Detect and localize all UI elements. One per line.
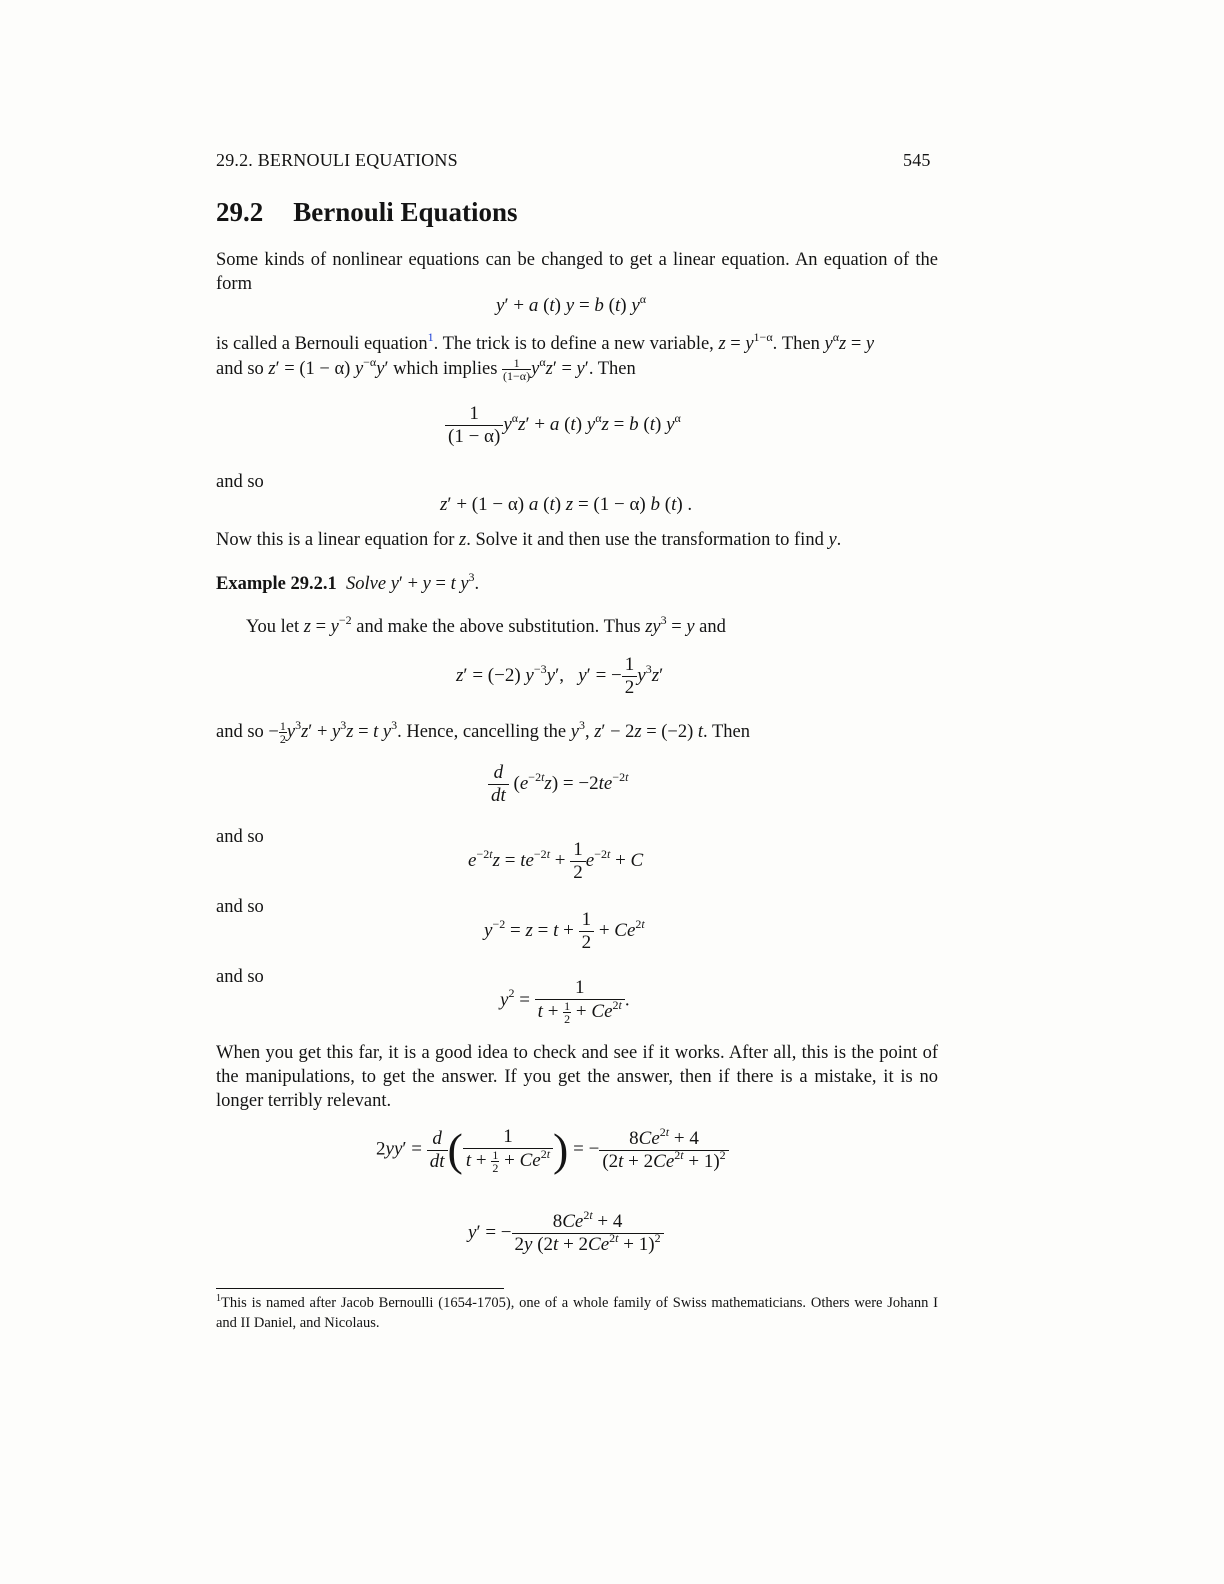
page-number: 545 — [903, 150, 931, 170]
equation-y-squared: $y^2$ = 1 t + $\frac{1}{2}$ + $Ce^{2t}$ . — [500, 977, 630, 1026]
linear-paragraph: Now this is a linear equation for z. Solve it and then use the transformation to find y. — [216, 530, 842, 550]
footnote-rule — [216, 1288, 504, 1289]
check-paragraph: When you get this far, it is a good idea to check and see if it works. After all, this is the point of the manipulations, to get the answer. If you get the answer, then if there is a mistake, it is no longer terribly relevant. — [216, 1043, 938, 1111]
equation-linear: z′ + (1 − α) a (t) z = (1 − α) b (t) . — [440, 494, 693, 515]
footnote-marker: 1 — [216, 1293, 221, 1304]
and-so-label-4: and so — [216, 967, 264, 987]
equation-integrated: $e^{-2t}z = te^{-2t}$ + $\frac{1}{2}$ $e^{-2t} + C$ — [468, 839, 644, 883]
section-number: 29.2 — [216, 197, 264, 227]
footnote-reference[interactable]: 1 — [427, 330, 434, 344]
and-so-label-1: and so — [216, 472, 264, 492]
bernoulli-line-2: and so z′ = (1 − α) $y^{-\alpha}y'$ which implies $\frac{1}{(1-\alpha)}$ $y^\alpha z' = y'$. Then — [216, 355, 636, 384]
equation-bernoulli: y′ + a (t) y = b (t) $y^\alpha$ — [496, 292, 647, 316]
example-heading: Example 29.2.1 Solve y′ + y = t $y^3$. — [216, 570, 480, 594]
footnote-text: This is named after Jacob Bernoulli (1654-1705), one of a whole family of Swiss mathematicians. Others were Johann I and II Daniel, and Nicolaus. — [216, 1295, 938, 1331]
equation-derivatives: z′ = (−2) $y^{-3}y'$, y′ = − $\frac{1}{2}$ $y^3z'$ — [456, 654, 664, 698]
footnote — [216, 1294, 938, 1333]
bernoulli-line-1: is called a Bernouli equation$^1$. The trick is to define a new variable, $z = y^{1-\alpha}$. Then $y^\alpha z = y$ — [216, 330, 875, 354]
and-so-label-2: and so — [216, 827, 264, 847]
section-title — [216, 197, 518, 228]
and-so-label-3: and so — [216, 897, 264, 917]
equation-check-derivative: 2yy′ = $\frac{d}{dt}$ ( 1 t + $\frac{1}{2}$ + $Ce^{2t}$ ) = − $\frac{8Ce^{2t} + 4}{(2t + 2Ce^{2t} + 1)^2}$ — [376, 1126, 729, 1174]
example-body: You let $z = y^{-2}$ and make the above substitution. Thus $zy^3 = y$ and — [246, 613, 726, 637]
equation-product-rule: $\frac{d}{dt}$ $(e^{-2t}z) = -2te^{-2t}$ — [488, 762, 628, 807]
example-label: Example 29.2.1 — [216, 574, 337, 594]
equation-substituted: $\frac{1}{(1 - \alpha)}$ $y^\alpha z' + a$ (t) $y^\alpha z = b$ (t) $y^\alpha$ — [445, 403, 681, 448]
equation-z-solution: $y^{-2} = z = t$ + $\frac{1}{2}$ + $Ce^{2t}$ — [484, 909, 645, 953]
equation-y-prime: y′ = − $\frac{8Ce^{2t} + 4}{2y (2t + 2Ce^{2t} + 1)^2}$ — [468, 1211, 664, 1256]
example-after: and so − $\frac{1}{2}$ $y^3z' + y^3z = t$ $y^3$. Hence, cancelling the $y^3$, z′ − 2z = (−2) t. Then — [216, 718, 750, 747]
intro-paragraph: Some kinds of nonlinear equations can be changed to get a linear equation. An equation of the form — [216, 250, 938, 294]
running-header: 29.2. BERNOULI EQUATIONS — [216, 150, 458, 170]
section-title-text: Bernouli Equations — [293, 197, 518, 227]
